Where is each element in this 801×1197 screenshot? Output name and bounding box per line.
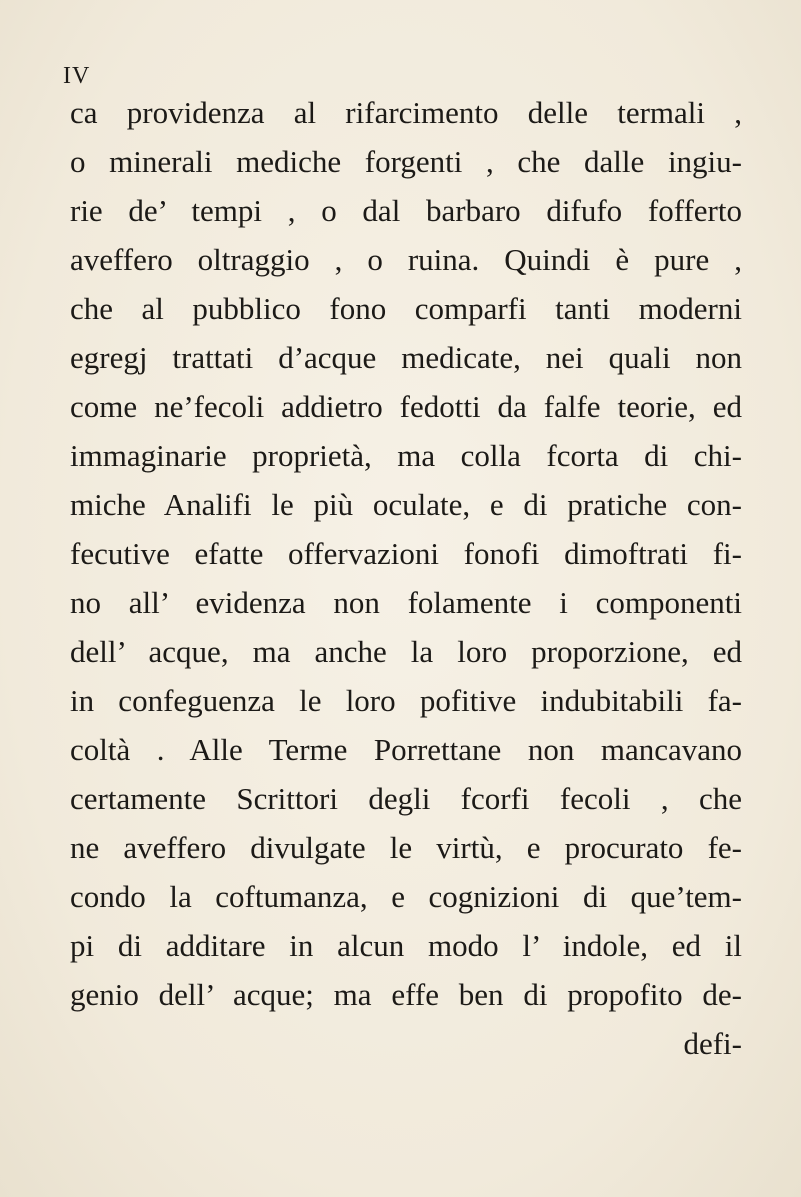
text-line: miche Analifi le più oculate, e di pratiche con- — [70, 487, 742, 522]
text-line: fecutive efatte offervazioni fonofi dimoftrati fi- — [70, 536, 742, 571]
text-line: o minerali mediche forgenti , che dalle ingiu- — [70, 144, 742, 179]
text-line: rie de’ tempi , o dal barbaro difufo fofferto — [70, 193, 742, 228]
text-line: dell’ acque, ma anche la loro proporzione, ed — [70, 634, 742, 669]
text-line: ca providenza al rifarcimento delle termali , — [70, 95, 742, 130]
text-line: che al pubblico fono comparfi tanti moderni — [70, 291, 742, 326]
text-line: coltà . Alle Terme Porrettane non mancavano — [70, 732, 742, 767]
text-line: certamente Scrittori degli fcorfi fecoli , che — [70, 781, 742, 816]
text-line: no all’ evidenza non folamente i componenti — [70, 585, 742, 620]
page-number: IV — [63, 63, 91, 89]
text-line: immaginarie proprietà, ma colla fcorta di chi- — [70, 438, 742, 473]
text-line: genio dell’ acque; ma effe ben di propofito de- — [70, 977, 742, 1012]
text-line: come ne’fecoli addietro fedotti da falfe teorie, ed — [70, 389, 742, 424]
text-line: ne aveffero divulgate le virtù, e procurato fe- — [70, 830, 742, 865]
catchword: defi- — [683, 1026, 742, 1061]
body-text — [70, 88, 790, 1068]
text-line: aveffero oltraggio , o ruina. Quindi è pure , — [70, 242, 742, 277]
text-line: pi di additare in alcun modo l’ indole, ed il — [70, 928, 742, 963]
text-line: in confeguenza le loro pofitive indubitabili fa- — [70, 683, 742, 718]
text-line: condo la coftumanza, e cognizioni di que’tem- — [70, 879, 742, 914]
text-line: egregj trattati d’acque medicate, nei quali non — [70, 340, 742, 375]
